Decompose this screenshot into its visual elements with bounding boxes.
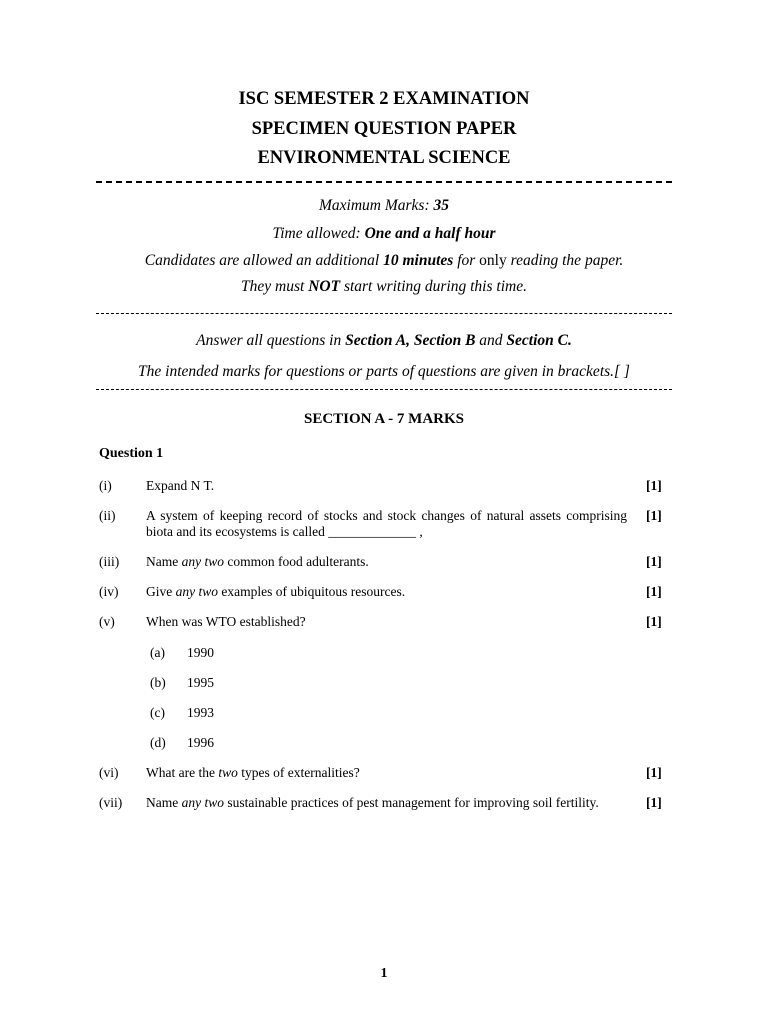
reading-note-part: for (453, 252, 480, 269)
max-marks-value: 35 (433, 197, 449, 214)
question-mark: [1] (646, 765, 662, 780)
option-label: (b) (150, 675, 166, 690)
maximum-marks (0, 197, 768, 215)
question-text-part: types of externalities? (237, 765, 360, 780)
question-mark: [1] (646, 554, 662, 569)
subject-title: ENVIRONMENTAL SCIENCE (257, 148, 511, 168)
instruction-section-c: Section C. (506, 332, 572, 349)
reading-note-part: reading the paper. (506, 252, 624, 269)
question-number: (vii) (99, 795, 123, 810)
question-mark: [1] (646, 508, 662, 523)
max-marks-label: Maximum Marks: (318, 197, 434, 214)
reading-note-part: only (479, 252, 507, 269)
no-writing-part: start writing during this time. (340, 278, 527, 295)
question-text-part: sustainable practices of pest management for improving soil fertility. (223, 795, 599, 810)
no-writing-part: They must (241, 278, 309, 295)
question-emphasis: two (218, 765, 238, 780)
question-text-part: examples of ubiquitous resources. (218, 584, 406, 599)
question-emphasis: any two (181, 795, 224, 810)
question-text (146, 765, 627, 781)
question-text-part: Name (146, 795, 182, 810)
question-text-part: What are the (146, 765, 219, 780)
no-writing-emphasis: NOT (308, 278, 341, 295)
page-number: 1 (380, 966, 388, 981)
question-text-part: Give (146, 584, 176, 599)
marks-note: The intended marks for questions or parts of questions are given in brackets.[ ] (138, 363, 630, 380)
option-value: 1995 (187, 675, 214, 690)
answer-instruction (0, 332, 768, 350)
question-number: (iii) (99, 554, 120, 569)
no-writing-note (0, 278, 768, 296)
option-label: (d) (150, 735, 166, 750)
instruction-part: and (475, 332, 507, 349)
question-text (146, 584, 627, 600)
question-text: Expand N T. (146, 478, 215, 493)
paper-type-title: SPECIMEN QUESTION PAPER (251, 119, 517, 139)
option-label: (a) (150, 645, 165, 660)
option-value: 1996 (187, 735, 214, 750)
question-mark: [1] (646, 614, 662, 629)
reading-minutes: 10 minutes (383, 252, 454, 269)
question-text (146, 795, 627, 811)
option-value: 1990 (187, 645, 214, 660)
question-number: (i) (99, 478, 112, 493)
question-text: When was WTO established? (146, 614, 306, 629)
question-number: (vi) (99, 765, 119, 780)
question-text-part: Name (146, 554, 182, 569)
question-text (146, 554, 627, 570)
question-mark: [1] (646, 584, 662, 599)
question-mark: [1] (646, 795, 662, 810)
heavy-divider (96, 181, 672, 187)
section-title: SECTION A - 7 MARKS (303, 411, 465, 427)
question-text: A system of keeping record of stocks and stock changes of natural assets comprising biota and its ecosystems is called _____________ , (146, 508, 627, 539)
question-number: (iv) (99, 584, 119, 599)
instruction-sections: Section A, Section B (345, 332, 476, 349)
divider (96, 389, 672, 390)
question-title: Question 1 (99, 446, 164, 461)
option-label: (c) (150, 705, 165, 720)
question-emphasis: any two (175, 584, 218, 599)
question-mark: [1] (646, 478, 662, 493)
time-label: Time allowed: (272, 225, 365, 242)
reading-time-note (0, 252, 768, 270)
reading-note-part: Candidates are allowed an additional (144, 252, 384, 269)
question-number: (v) (99, 614, 115, 629)
exam-title: ISC SEMESTER 2 EXAMINATION (238, 89, 530, 109)
question-number: (ii) (99, 508, 116, 523)
time-value: One and a half hour (364, 225, 496, 242)
instruction-part: Answer all questions in (196, 332, 346, 349)
divider (96, 313, 672, 314)
time-allowed (0, 225, 768, 243)
question-text-part: common food adulterants. (223, 554, 369, 569)
option-value: 1993 (187, 705, 214, 720)
question-emphasis: any two (181, 554, 224, 569)
